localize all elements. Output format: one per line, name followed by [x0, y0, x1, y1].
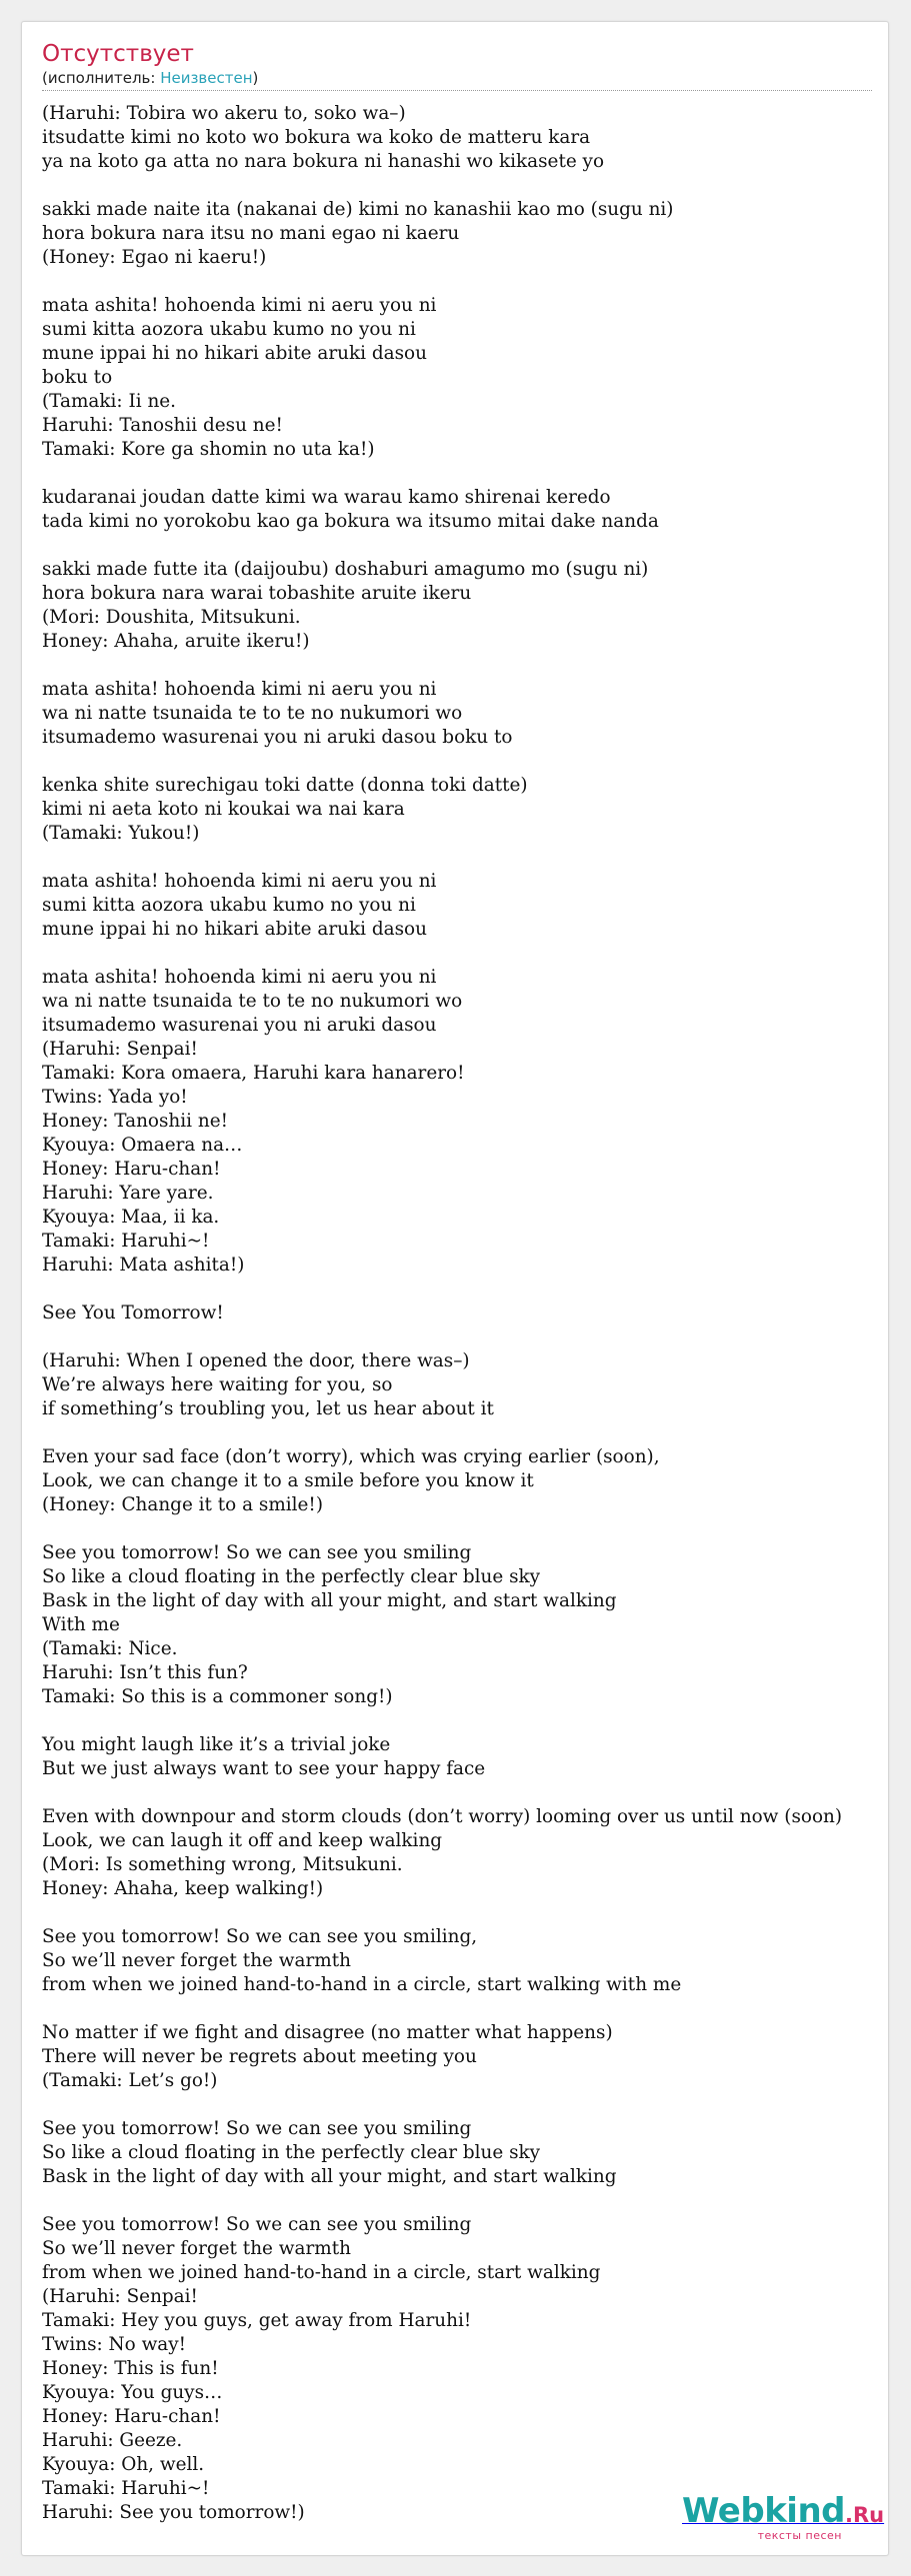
lyric-line: See you tomorrow! So we can see you smiling,	[42, 1926, 478, 1947]
lyric-line: Twins: No way!	[42, 2334, 187, 2355]
lyric-blank-line	[42, 174, 887, 198]
song-title: Отсутствует	[42, 41, 194, 67]
lyric-line: hora bokura nara warai tobashite aruite ikeru	[42, 583, 472, 604]
lyric-line: Kyouya: Maa, ii ka.	[42, 1207, 220, 1228]
lyric-line: Haruhi: See you tomorrow!)	[42, 2502, 305, 2523]
lyric-line: mata ashita! hohoenda kimi ni aeru you ni	[42, 871, 437, 892]
lyric-line: Tamaki: Hey you guys, get away from Haruhi!	[42, 2310, 472, 2331]
lyric-line: So like a cloud floating in the perfectly clear blue sky	[42, 1566, 541, 1587]
lyric-line: (Tamaki: Let’s go!)	[42, 2070, 218, 2091]
lyric-line: But we just always want to see your happy face	[42, 1758, 486, 1779]
lyric-line: Haruhi: Yare yare.	[42, 1183, 214, 1204]
lyric-line: Tamaki: Kora omaera, Haruhi kara hanarero!	[42, 1063, 465, 1084]
lyric-blank-line	[42, 1325, 887, 1349]
lyric-line: Tamaki: Haruhi~!	[42, 1231, 210, 1252]
lyric-blank-line	[42, 942, 887, 966]
site-logo[interactable]	[682, 2491, 885, 2543]
lyric-line: kudaranai joudan datte kimi wa warau kamo shirenai keredo	[42, 487, 611, 508]
lyric-line: sumi kitta aozora ukabu kumo no you ni	[42, 895, 416, 916]
lyrics-card	[21, 21, 889, 2556]
lyric-line: sumi kitta aozora ukabu kumo no you ni	[42, 319, 416, 340]
lyric-line: boku to	[42, 367, 113, 388]
lyric-line: from when we joined hand-to-hand in a circle, start walking	[42, 2262, 601, 2283]
lyric-blank-line	[42, 1901, 887, 1925]
lyric-line: mune ippai hi no hikari abite aruki dasou	[42, 343, 427, 364]
lyric-line: (Tamaki: Yukou!)	[42, 823, 200, 844]
artist-line	[42, 69, 258, 87]
lyric-blank-line	[42, 1278, 887, 1301]
lyric-blank-line	[42, 846, 887, 870]
lyric-line: Look, we can laugh it off and keep walking	[42, 1830, 443, 1851]
lyric-blank-line	[42, 2093, 887, 2117]
lyric-line: Even your sad face (don’t worry), which was crying earlier (soon),	[42, 1446, 660, 1467]
lyric-line: mata ashita! hohoenda kimi ni aeru you ni	[42, 967, 437, 988]
lyric-line: We’re always here waiting for you, so	[42, 1374, 393, 1395]
lyric-line: Tamaki: Haruhi~!	[42, 2478, 210, 2499]
lyric-line: tada kimi no yorokobu kao ga bokura wa itsumo mitai dake nanda	[42, 511, 659, 532]
lyric-line: See You Tomorrow!	[42, 1302, 224, 1323]
lyric-blank-line	[42, 1781, 887, 1805]
lyric-line: So we’ll never forget the warmth	[42, 1950, 351, 1971]
lyric-line: (Haruhi: When I opened the door, there was–)	[42, 1350, 470, 1371]
artist-prefix: (исполнитель:	[42, 69, 161, 87]
lyric-line: (Haruhi: Tobira wo akeru to, soko wa–)	[42, 103, 406, 124]
lyric-line: (Honey: Egao ni kaeru!)	[42, 247, 267, 268]
lyric-line: itsumademo wasurenai you ni aruki dasou	[42, 1015, 437, 1036]
lyric-line: (Mori: Is something wrong, Mitsukuni.	[42, 1854, 403, 1875]
lyric-line: Bask in the light of day with all your might, and start walking	[42, 1590, 617, 1611]
lyric-blank-line	[42, 750, 887, 774]
title-divider	[42, 90, 872, 91]
lyric-line: ya na koto ga atta no nara bokura ni hanashi wo kikasete yo	[42, 151, 605, 172]
lyric-line: hora bokura nara itsu no mani egao ni kaeru	[42, 223, 460, 244]
lyric-line: kenka shite surechigau toki datte (donna toki datte)	[42, 775, 528, 796]
lyric-line: (Mori: Doushita, Mitsukuni.	[42, 607, 301, 628]
lyric-line: See you tomorrow! So we can see you smiling	[42, 2118, 472, 2139]
lyric-line: Honey: Haru-chan!	[42, 2406, 221, 2427]
lyric-line: Tamaki: Kore ga shomin no uta ka!)	[42, 439, 375, 460]
lyric-blank-line	[42, 462, 887, 486]
lyric-blank-line	[42, 1997, 887, 2021]
lyric-line: Honey: Ahaha, keep walking!)	[42, 1878, 324, 1899]
lyric-line: Look, we can change it to a smile before you know it	[42, 1470, 534, 1491]
lyric-line: itsumademo wasurenai you ni aruki dasou boku to	[42, 727, 513, 748]
lyric-line: Haruhi: Geeze.	[42, 2430, 183, 2451]
lyric-line: Honey: Haru-chan!	[42, 1159, 221, 1180]
lyric-line: Kyouya: Oh, well.	[42, 2454, 205, 2475]
lyric-line: Honey: Tanoshii ne!	[42, 1111, 228, 1132]
lyric-line: Twins: Yada yo!	[42, 1087, 188, 1108]
lyric-blank-line	[42, 654, 887, 678]
logo-wordmark: Webkind	[682, 2491, 845, 2531]
lyric-line: Bask in the light of day with all your might, and start walking	[42, 2166, 617, 2187]
lyric-line: mata ashita! hohoenda kimi ni aeru you ni	[42, 295, 437, 316]
lyric-blank-line	[42, 1709, 887, 1733]
lyric-line: Kyouya: Omaera na…	[42, 1135, 243, 1156]
lyric-line: See you tomorrow! So we can see you smiling	[42, 2214, 472, 2235]
lyric-line: There will never be regrets about meeting you	[42, 2046, 477, 2067]
lyric-line: from when we joined hand-to-hand in a circle, start walking with me	[42, 1974, 682, 1995]
lyric-line: (Haruhi: Senpai!	[42, 2286, 198, 2307]
lyric-blank-line	[42, 1517, 887, 1541]
lyric-blank-line	[42, 1421, 887, 1445]
lyric-line: mata ashita! hohoenda kimi ni aeru you ni	[42, 679, 437, 700]
lyric-line: Kyouya: You guys…	[42, 2382, 223, 2403]
lyric-blank-line	[42, 534, 887, 558]
lyric-line: Tamaki: So this is a commoner song!)	[42, 1686, 393, 1707]
lyric-line: So like a cloud floating in the perfectly clear blue sky	[42, 2142, 541, 2163]
logo-domain: .Ru	[845, 2503, 885, 2527]
lyric-line: Haruhi: Mata ashita!)	[42, 1255, 245, 1276]
lyric-line: (Tamaki: Ii ne.	[42, 391, 177, 412]
lyric-line: (Honey: Change it to a smile!)	[42, 1494, 323, 1515]
artist-link[interactable]: Неизвестен	[160, 69, 253, 87]
lyric-line: Haruhi: Isn’t this fun?	[42, 1662, 248, 1683]
lyric-line: (Haruhi: Senpai!	[42, 1039, 198, 1060]
lyric-line: With me	[42, 1614, 120, 1635]
lyric-line: kimi ni aeta koto ni koukai wa nai kara	[42, 799, 405, 820]
lyric-line: itsudatte kimi no koto wo bokura wa koko de matteru kara	[42, 127, 591, 148]
lyric-line: Honey: This is fun!	[42, 2358, 219, 2379]
logo-tagline: тексты песен	[757, 2529, 842, 2542]
lyric-line: mune ippai hi no hikari abite aruki dasou	[42, 919, 427, 940]
lyric-line: sakki made naite ita (nakanai de) kimi no kanashii kao mo (sugu ni)	[42, 199, 674, 220]
lyric-line: So we’ll never forget the warmth	[42, 2238, 351, 2259]
lyric-blank-line	[42, 2189, 887, 2213]
lyric-line: Even with downpour and storm clouds (don’t worry) looming over us until now (soon)	[42, 1806, 843, 1827]
lyric-line: wa ni natte tsunaida te to te no nukumori wo	[42, 991, 463, 1012]
lyric-line: if something’s troubling you, let us hear about it	[42, 1398, 494, 1419]
lyric-line: sakki made futte ita (daijoubu) doshaburi amagumo mo (sugu ni)	[42, 559, 649, 580]
lyric-line: You might laugh like it’s a trivial joke	[42, 1734, 391, 1755]
lyric-line: Haruhi: Tanoshii desu ne!	[42, 415, 283, 436]
lyric-line: wa ni natte tsunaida te to te no nukumori wo	[42, 703, 463, 724]
lyric-line: (Tamaki: Nice.	[42, 1638, 178, 1659]
lyric-line: See you tomorrow! So we can see you smiling	[42, 1542, 472, 1563]
lyrics-text	[42, 102, 887, 2525]
lyric-line: No matter if we fight and disagree (no matter what happens)	[42, 2022, 613, 2043]
lyric-line: Honey: Ahaha, aruite ikeru!)	[42, 631, 310, 652]
artist-suffix: )	[252, 69, 259, 87]
lyric-blank-line	[42, 270, 887, 294]
